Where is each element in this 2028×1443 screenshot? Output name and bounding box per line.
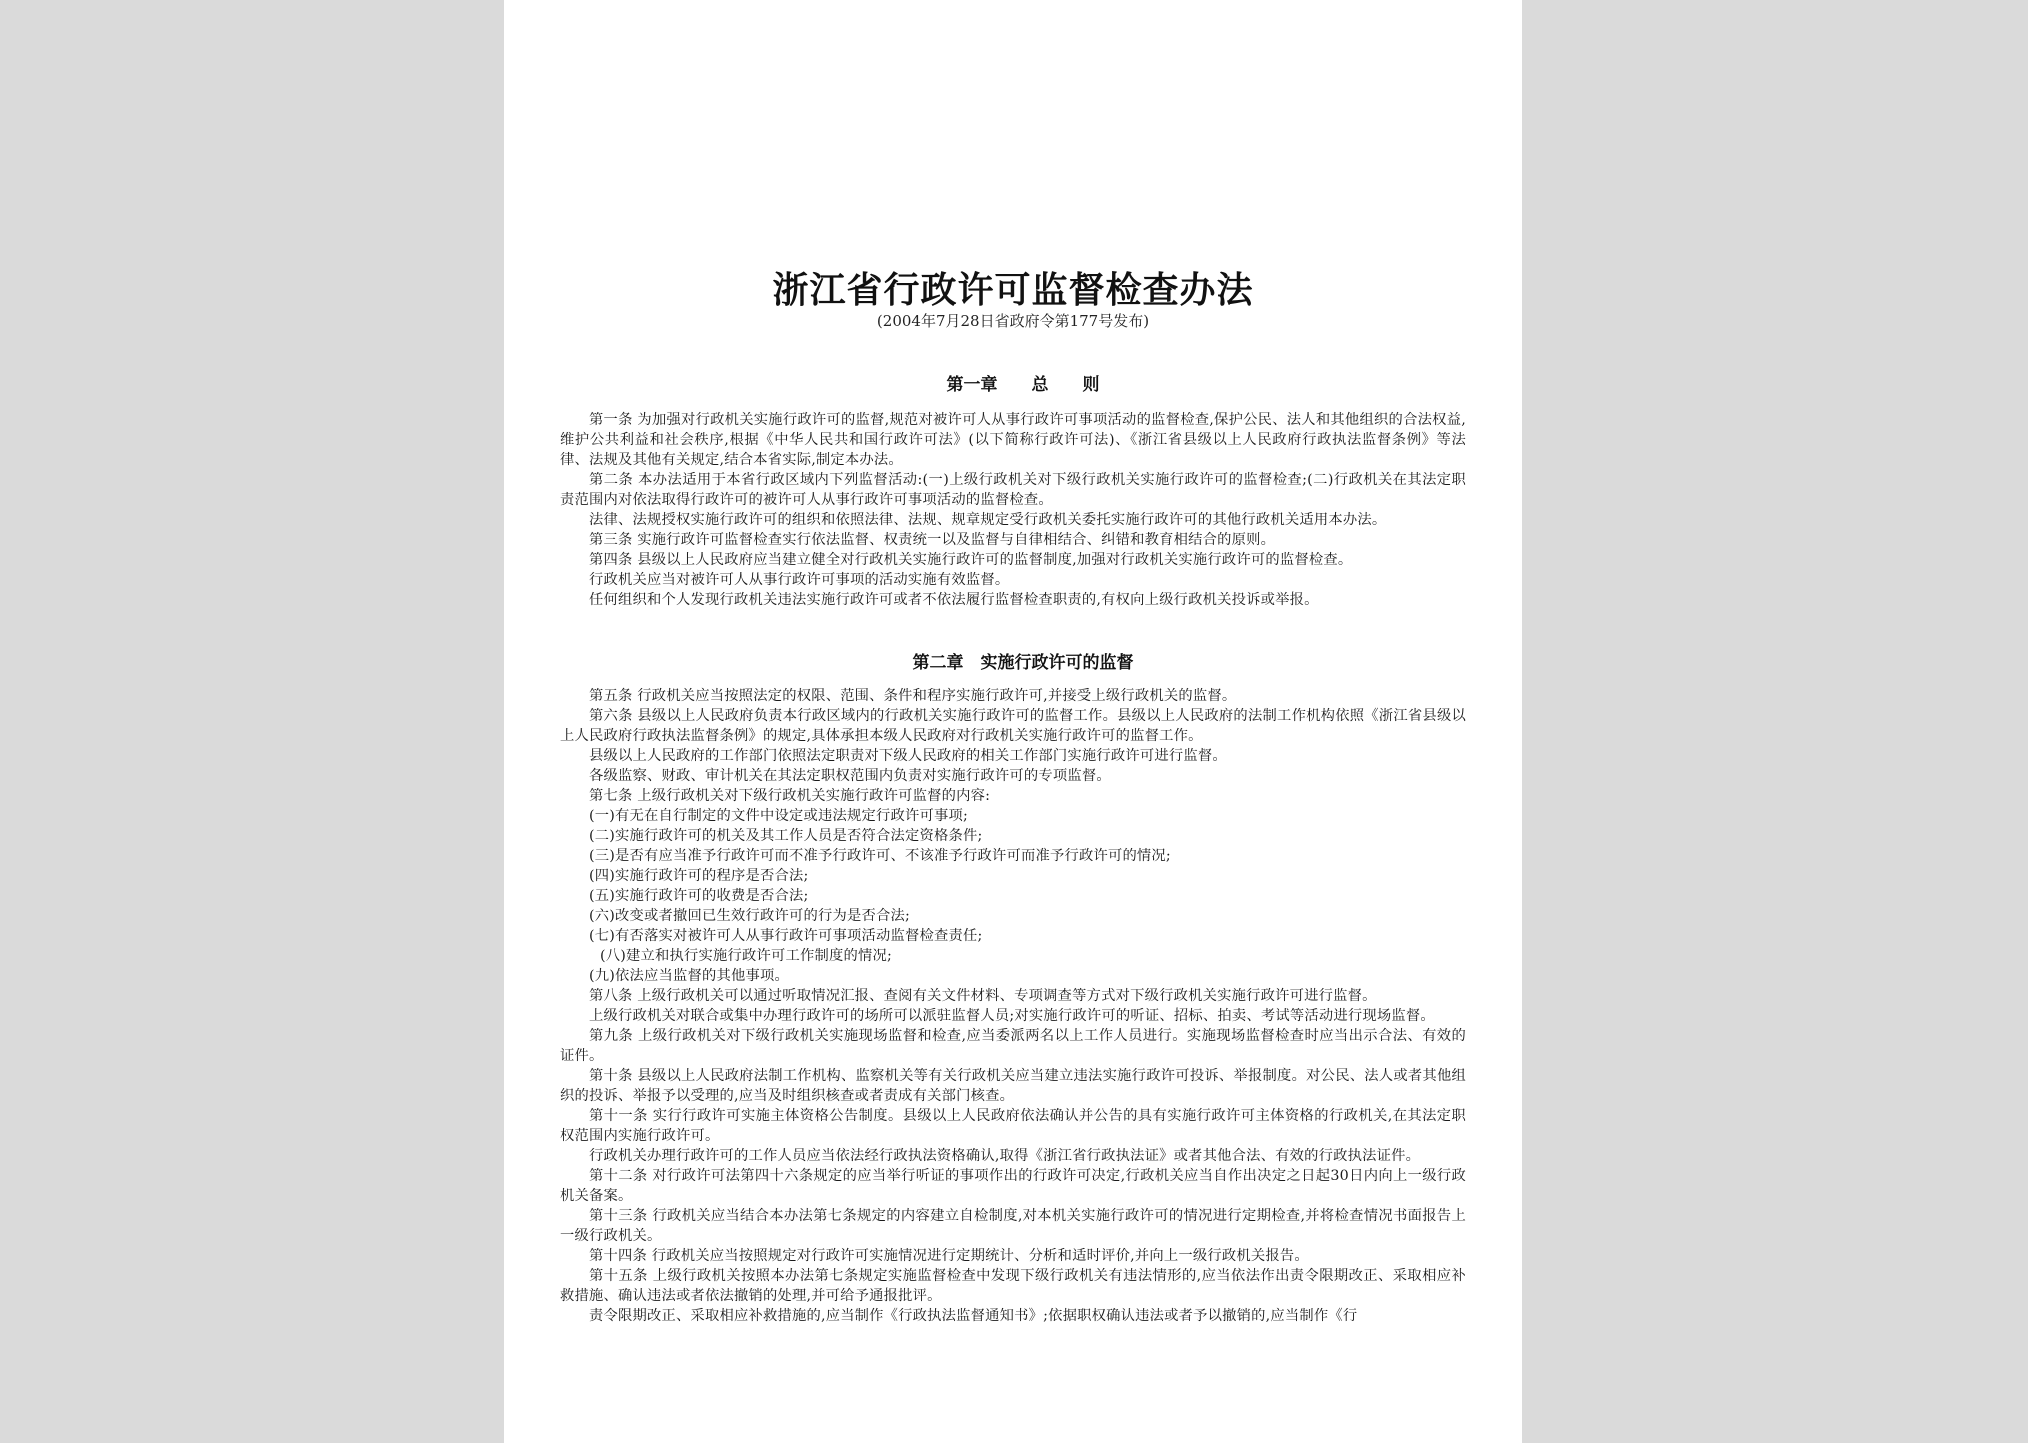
- article-paragraph: 各级监察、财政、审计机关在其法定职权范围内负责对实施行政许可的专项监督。: [589, 768, 1111, 784]
- list-item: (八)建立和执行实施行政许可工作制度的情况;: [600, 948, 893, 964]
- chapter-1-body: [560, 410, 1466, 610]
- document-page: [504, 0, 1522, 1443]
- list-item: (五)实施行政许可的收费是否合法;: [589, 888, 809, 904]
- article-paragraph: 第一条 为加强对行政机关实施行政许可的监督,规范对被许可人从事行政许可事项活动的监督检查,保护公民、法人和其他组织的合法权益,维护公共利益和社会秩序,根据《中华人民共和国行政许可法》(以下简称行政许可法)、《浙江省县级以上人民政府行政执法监督条例》等法律、法规及其他有关规定,结合本省实际,制定本办法。: [560, 412, 1466, 468]
- article-paragraph: 第五条 行政机关应当按照法定的权限、范围、条件和程序实施行政许可,并接受上级行政机关的监督。: [589, 688, 1237, 704]
- chapter-2-body: [560, 686, 1466, 1326]
- article-paragraph: 法律、法规授权实施行政许可的组织和依照法律、法规、规章规定受行政机关委托实施行政许可的其他行政机关适用本办法。: [589, 512, 1387, 528]
- article-paragraph: 第二条 本办法适用于本省行政区域内下列监督活动:(一)上级行政机关对下级行政机关实施行政许可的监督检查;(二)行政机关在其法定职责范围内对依法取得行政许可的被许可人从事行政许可事项活动的监督检查。: [560, 472, 1466, 508]
- article-paragraph: 责令限期改正、采取相应补救措施的,应当制作《行政执法监督通知书》;依据职权确认违法或者予以撤销的,应当制作《行: [589, 1308, 1358, 1324]
- article-paragraph: 第四条 县级以上人民政府应当建立健全对行政机关实施行政许可的监督制度,加强对行政机关实施行政许可的监督检查。: [589, 552, 1353, 568]
- list-item: (九)依法应当监督的其他事项。: [589, 968, 790, 984]
- article-paragraph: 第九条 上级行政机关对下级行政机关实施现场监督和检查,应当委派两名以上工作人员进行。实施现场监督检查时应当出示合法、有效的证件。: [560, 1028, 1466, 1064]
- article-paragraph: 第七条 上级行政机关对下级行政机关实施行政许可监督的内容:: [589, 788, 991, 804]
- list-item: (二)实施行政许可的机关及其工作人员是否符合法定资格条件;: [589, 828, 983, 844]
- article-paragraph: 第十二条 对行政许可法第四十六条规定的应当举行听证的事项作出的行政许可决定,行政机关应当自作出决定之日起30日内向上一级行政机关备案。: [560, 1168, 1466, 1204]
- list-item: (一)有无在自行制定的文件中设定或违法规定行政许可事项;: [589, 808, 968, 824]
- article-paragraph: 第十一条 实行行政许可实施主体资格公告制度。县级以上人民政府依法确认并公告的具有实施行政许可主体资格的行政机关,在其法定职权范围内实施行政许可。: [560, 1108, 1466, 1144]
- article-paragraph: 第十四条 行政机关应当按照规定对行政许可实施情况进行定期统计、分析和适时评价,并向上一级行政机关报告。: [589, 1248, 1309, 1264]
- document-subtitle: (2004年7月28日省政府令第177号发布): [876, 312, 1150, 330]
- article-paragraph: 第十条 县级以上人民政府法制工作机构、监察机关等有关行政机关应当建立违法实施行政许可投诉、举报制度。对公民、法人或者其他组织的投诉、举报予以受理的,应当及时组织核查或者责成有关部门核查。: [560, 1068, 1466, 1104]
- article-paragraph: 上级行政机关对联合或集中办理行政许可的场所可以派驻监督人员;对实施行政许可的听证、招标、拍卖、考试等活动进行现场监督。: [589, 1008, 1435, 1024]
- list-item: (六)改变或者撤回已生效行政许可的行为是否合法;: [589, 908, 911, 924]
- chapter-heading-2: 第二章 实施行政许可的监督: [912, 653, 1134, 673]
- list-item: (七)有否落实对被许可人从事行政许可事项活动监督检查责任;: [589, 928, 983, 944]
- article-paragraph: 行政机关应当对被许可人从事行政许可事项的活动实施有效监督。: [589, 572, 1010, 588]
- article-paragraph: 第十五条 上级行政机关按照本办法第七条规定实施监督检查中发现下级行政机关有违法情形的,应当依法作出责令限期改正、采取相应补救措施、确认违法或者依法撤销的处理,并可给予通报批评。: [560, 1268, 1466, 1304]
- article-paragraph: 第三条 实施行政许可监督检查实行依法监督、权责统一以及监督与自律相结合、纠错和教育相结合的原则。: [589, 532, 1276, 548]
- article-paragraph: 第八条 上级行政机关可以通过听取情况汇报、查阅有关文件材料、专项调查等方式对下级行政机关实施行政许可进行监督。: [589, 988, 1377, 1004]
- list-item: (四)实施行政许可的程序是否合法;: [589, 868, 809, 884]
- list-item: (三)是否有应当准予行政许可而不准予行政许可、不该准予行政许可而准予行政许可的情况;: [589, 848, 1171, 864]
- article-paragraph: 第十三条 行政机关应当结合本办法第七条规定的内容建立自检制度,对本机关实施行政许可的情况进行定期检查,并将检查情况书面报告上一级行政机关。: [560, 1208, 1466, 1244]
- article-paragraph: 县级以上人民政府的工作部门依照法定职责对下级人民政府的相关工作部门实施行政许可进行监督。: [589, 748, 1227, 764]
- article-paragraph: 行政机关办理行政许可的工作人员应当依法经行政执法资格确认,取得《浙江省行政执法证》或者其他合法、有效的行政执法证件。: [589, 1148, 1421, 1164]
- document-title: 浙江省行政许可监督检查办法: [772, 269, 1254, 311]
- article-paragraph: 任何组织和个人发现行政机关违法实施行政许可或者不依法履行监督检查职责的,有权向上级行政机关投诉或举报。: [589, 592, 1319, 608]
- article-paragraph: 第六条 县级以上人民政府负责本行政区域内的行政机关实施行政许可的监督工作。县级以上人民政府的法制工作机构依照《浙江省县级以上人民政府行政执法监督条例》的规定,具体承担本级人民政府对行政机关实施行政许可的监督工作。: [560, 708, 1466, 744]
- chapter-heading-1: 第一章 总 则: [946, 375, 1100, 395]
